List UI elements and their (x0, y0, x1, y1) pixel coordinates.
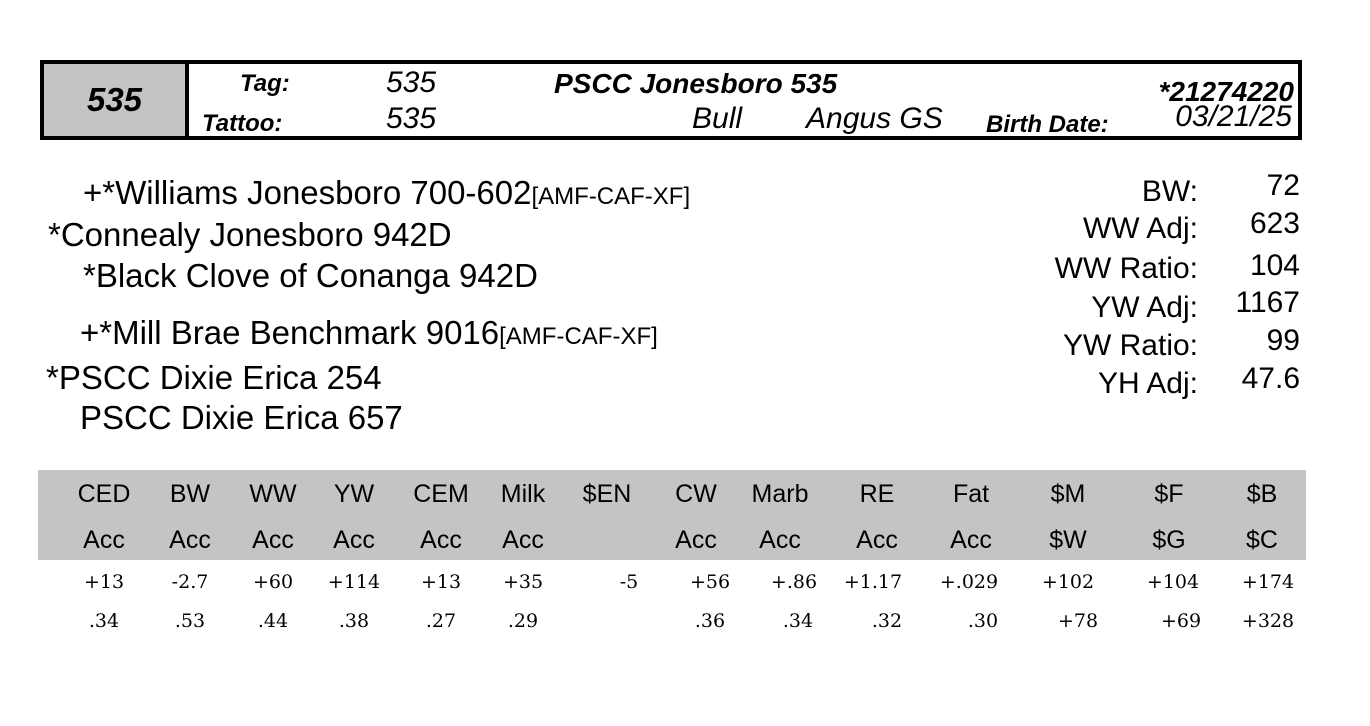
epd-subheader: $W (1049, 526, 1087, 554)
epd-value: +13 (83, 571, 125, 593)
tag-label: Tag: (240, 70, 290, 97)
epd-accuracy: .53 (174, 610, 206, 632)
epd-subheader: $G (1152, 526, 1186, 554)
epd-header: CW (675, 480, 717, 508)
epd-accuracy: .29 (507, 610, 539, 632)
epd-value: +56 (689, 571, 731, 593)
lot-number: 535 (86, 81, 143, 118)
epd-header: WW (249, 480, 297, 508)
animal-header (40, 60, 1302, 140)
pedigree-tag: [AMF-CAF-XF] (531, 183, 691, 210)
epd-value: -2.7 (171, 571, 209, 593)
tattoo-value: 535 (386, 102, 437, 135)
epd-value: +114 (327, 571, 381, 593)
epd-header: CEM (413, 480, 469, 508)
pedigree-sire-sire (83, 176, 690, 209)
epd-subheader: Acc (83, 526, 125, 554)
epd-accuracy: .34 (88, 610, 120, 632)
stat-label-ww-adj: WW Adj: (1082, 212, 1198, 245)
epd-accuracy: .44 (257, 610, 289, 632)
pedigree-name: +*Williams Jonesboro 700-602 (83, 174, 532, 211)
pedigree-dam (46, 361, 382, 394)
stat-label-yw-adj: YW Adj: (1091, 291, 1198, 324)
epd-accuracy: .32 (871, 610, 903, 632)
pedigree-sire-dam (83, 259, 538, 292)
epd-value: +.86 (770, 571, 818, 593)
stat-label-yw-ratio: YW Ratio: (1062, 329, 1198, 362)
epd-header: Milk (500, 480, 546, 508)
epd-header: CED (77, 480, 131, 508)
epd-value: +104 (1146, 571, 1200, 593)
stat-label-ww-ratio: WW Ratio: (1054, 252, 1198, 285)
pedigree-name: PSCC Dixie Erica 657 (80, 399, 403, 436)
pedigree-name: *Black Clove of Conanga 942D (83, 257, 538, 294)
pedigree-dam-dam (80, 401, 403, 434)
epd-value: +.029 (939, 571, 999, 593)
stat-value-bw: 72 (1266, 169, 1300, 202)
epd-accuracy: .34 (782, 610, 814, 632)
pedigree-dam-sire (80, 316, 658, 349)
pedigree-sire (48, 218, 452, 251)
stat-value-yh-adj: 47.6 (1241, 362, 1300, 395)
animal-name: PSCC Jonesboro 535 (554, 68, 838, 99)
epd-header: RE (859, 480, 895, 508)
epd-header: $EN (582, 480, 632, 508)
epd-subheader: Acc (759, 526, 801, 554)
epd-accuracy: .38 (338, 610, 370, 632)
birth-date-value: 03/21/25 (1175, 100, 1292, 133)
epd-subheader: Acc (856, 526, 898, 554)
epd-value: +13 (420, 571, 462, 593)
epd-subheader: Acc (675, 526, 717, 554)
epd-value: +35 (502, 571, 544, 593)
lot-number-box (44, 64, 189, 136)
pedigree-name: +*Mill Brae Benchmark 9016 (80, 314, 500, 351)
stat-value-yw-adj: 1167 (1235, 286, 1300, 319)
epd-subheader: Acc (169, 526, 211, 554)
pedigree-tag: [AMF-CAF-XF] (499, 323, 658, 350)
epd-header: Marb (751, 480, 809, 508)
tattoo-label: Tattoo: (202, 110, 283, 137)
birth-date-label: Birth Date: (986, 111, 1109, 138)
stat-value-ww-ratio: 104 (1249, 249, 1300, 282)
epd-header: $F (1154, 480, 1184, 508)
epd-value: +60 (252, 571, 294, 593)
stat-value-ww-adj: 623 (1249, 207, 1300, 240)
epd-accuracy: .36 (694, 610, 726, 632)
epd-subheader: Acc (252, 526, 294, 554)
epd-header: Fat (952, 480, 990, 508)
epd-header-band (38, 470, 1306, 560)
stat-label-bw: BW: (1141, 175, 1198, 208)
epd-value: +174 (1241, 571, 1295, 593)
tag-value: 535 (386, 66, 437, 99)
epd-header: $B (1246, 480, 1278, 508)
epd-subheader: Acc (420, 526, 462, 554)
epd-header: YW (333, 480, 375, 508)
pedigree-name: *Connealy Jonesboro 942D (48, 216, 452, 253)
stat-value-yw-ratio: 99 (1266, 324, 1300, 357)
epd-accuracy: +69 (1160, 610, 1202, 632)
epd-value: +102 (1041, 571, 1095, 593)
pedigree-name: *PSCC Dixie Erica 254 (46, 359, 382, 396)
epd-accuracy: +328 (1241, 610, 1295, 632)
stat-label-yh-adj: YH Adj: (1097, 367, 1198, 400)
breed-value: Angus GS (806, 102, 943, 135)
epd-subheader: Acc (333, 526, 375, 554)
epd-header: BW (169, 480, 211, 508)
epd-accuracy: .27 (425, 610, 457, 632)
epd-subheader: Acc (502, 526, 544, 554)
epd-subheader: Acc (950, 526, 992, 554)
epd-header: $M (1050, 480, 1086, 508)
epd-value: +1.17 (843, 571, 903, 593)
sex-value: Bull (692, 102, 743, 135)
epd-accuracy: .30 (967, 610, 999, 632)
registration-number: *21274220 (1158, 76, 1294, 107)
epd-value: -5 (619, 571, 639, 593)
epd-accuracy: +78 (1057, 610, 1099, 632)
epd-subheader: $C (1246, 526, 1278, 554)
